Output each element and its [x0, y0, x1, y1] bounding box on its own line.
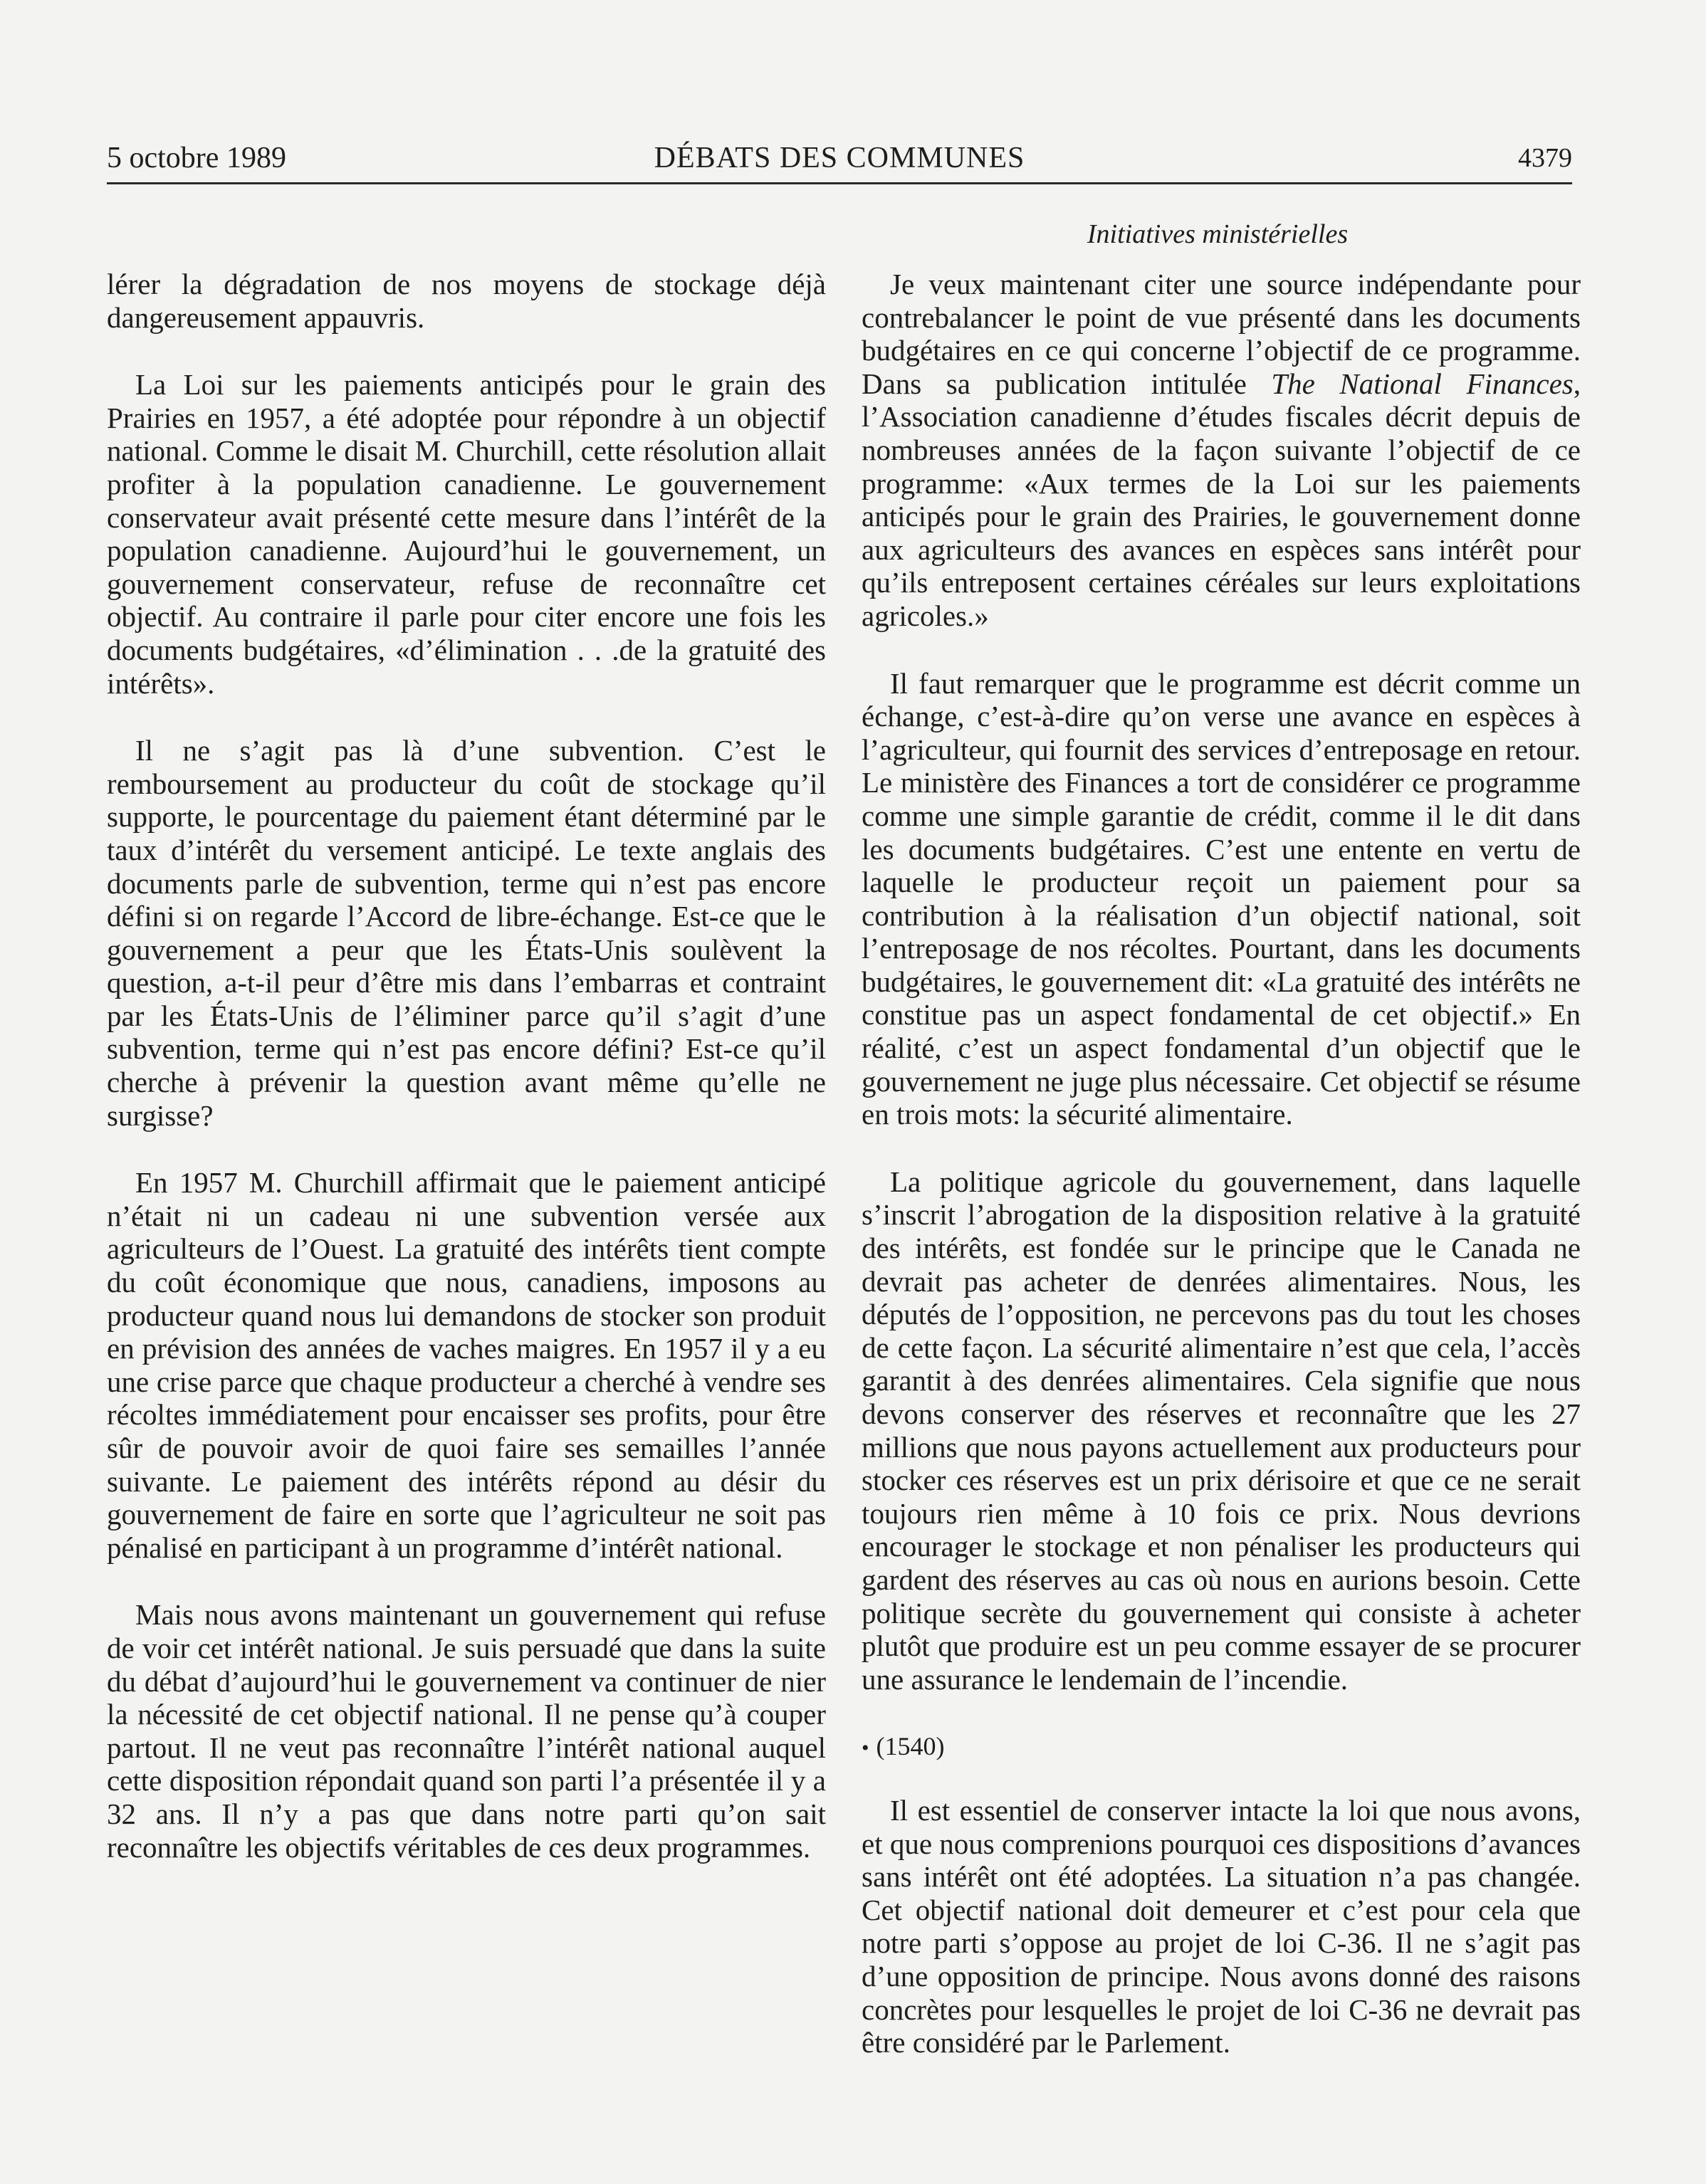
header-title: DÉBATS DES COMMUNES	[654, 142, 1025, 174]
header-date: 5 octobre 1989	[107, 142, 286, 174]
bullet-icon: •	[862, 1736, 869, 1760]
right-paragraph-1	[862, 268, 1581, 633]
left-paragraph-1: lérer la dégradation de nos moyens de stockage déjà dangereusement appauvris.	[107, 268, 826, 334]
time-marker	[862, 1730, 1581, 1765]
right-column	[862, 268, 1581, 2094]
left-paragraph-3: Il ne s’agit pas là d’une subvention. C’est le remboursement au producteur du coût de stockage qu’il supporte, le pourcentage du paiement étant déterminé par le taux d’intérêt du versement anticipé. Le texte anglais des documents parle de subvention, terme qui n’est pas encore défini si on regarde l’Accord de libre-échange. Est-ce que le gouvernement a peur que les États-Unis soulèvent la question, a-t-il peur d’être mis dans l’embarras et contraint par les États-Unis de l’éliminer parce qu’il s’agit d’une subvention, terme qui n’est pas encore défini? Est-ce qu’il cherche à prévenir la question avant même qu’elle ne surgisse?	[107, 734, 826, 1132]
left-paragraph-4: En 1957 M. Churchill affirmait que le paiement anticipé n’était ni un cadeau ni une subvention versée aux agriculteurs de l’Ouest. La gratuité des intérêts tient compte du coût économique que nous, canadiens, imposons au producteur quand nous lui demandons de stocker son produit en prévision des années de vaches maigres. En 1957 il y a eu une crise parce que chaque producteur a cherché à vendre ses récoltes immédiatement pour encaisser ses profits, pour être sûr de pouvoir avoir de quoi faire ses semailles l’année suivante. Le paiement des intérêts répond au désir du gouvernement de faire en sorte que l’agriculteur ne soit pas pénalisé en participant à un programme d’intérêt national.	[107, 1166, 826, 1564]
right-paragraph-2: Il faut remarquer que le programme est décrit comme un échange, c’est-à-dire qu’on verse une avance en espèces à l’agriculteur, qui fournit des services d’entreposage en retour. Le ministère des Finances a tort de considérer ce programme comme une simple garantie de crédit, comme il le dit dans les documents budgétaires. C’est une entente en vertu de laquelle le producteur reçoit un paiement pour sa contribution à la réalisation d’un objectif national, soit l’entreposage de nos récoltes. Pourtant, dans les documents budgétaires, le gouvernement dit: «La gratuité des intérêts ne constitue pas un aspect fondamental de cet objectif.» En réalité, c’est un aspect fondamental d’un objectif que le gouvernement ne juge plus nécessaire. Cet objectif se résume en trois mots: la sécurité alimentaire.	[862, 666, 1581, 1131]
right-paragraph-1-start: Je veux maintenant citer une source indépendante pour contrebalancer le point de vue présenté dans les documents budgétaires en ce qui concerne l’objectif de ce programme. Dans sa publication intitulée	[862, 268, 1581, 400]
header-rule	[107, 182, 1572, 184]
left-paragraph-2: La Loi sur les paiements anticipés pour le grain des Prairies en 1957, a été adoptée pour répondre à un objectif national. Comme le disait M. Churchill, cette résolution allait profiter à la population canadienne. Le gouvernement conservateur avait présenté cette mesure dans l’intérêt de la population canadienne. Aujourd’hui le gouvernement, un gouvernement conservateur, refuse de reconnaître cet objectif. Au contraire il parle pour citer encore une fois les documents budgétaires, «d’élimination . . .de la gratuité des intérêts».	[107, 368, 826, 700]
time-marker-text: (1540)	[876, 1732, 945, 1761]
section-title: Initiatives ministérielles	[1087, 219, 1349, 249]
page-header	[107, 137, 1572, 179]
right-paragraph-3: La politique agricole du gouvernement, dans laquelle s’inscrit l’abrogation de la disposition relative à la gratuité des intérêts, est fondée sur le principe que le Canada ne devrait pas acheter de denrées alimentaires. Nous, les députés de l’opposition, ne percevons pas du tout les choses de cette façon. La sécurité alimentaire n’est que cela, l’accès garantit à des denrées alimentaires. Cela signifie que nous devons conserver des réserves et reconnaître que les 27 millions que nous payons actuellement aux producteurs pour stocker ces réserves est un prix dérisoire et que ce ne serait toujours rien même à 10 fois ce prix. Nous devrions encourager le stockage et non pénaliser les producteurs qui gardent des réserves au cas où nous en aurions besoin. Cette politique secrète du gouvernement qui consiste à acheter plutôt que produire est un peu comme essayer de se procurer une assurance le lendemain de l’incendie.	[862, 1165, 1581, 1696]
right-paragraph-4: Il est essentiel de conserver intacte la loi que nous avons, et que nous comprenions pourquoi ces dispositions d’avances sans intérêt ont été adoptées. La situation n’a pas changée. Cet objectif national doit demeurer et c’est pour cela que notre parti s’oppose au projet de loi C-36. Il ne s’agit pas d’une opposition de principe. Nous avons donné des raisons concrètes pour lesquelles le projet de loi C-36 ne devrait pas être considéré par le Parlement.	[862, 1793, 1581, 2059]
right-paragraph-1-end: , l’Association canadienne d’études fiscales décrit depuis de nombreuses années de la façon suivante l’objectif de ce programme: «Aux termes de la Loi sur les paiements anticipés pour le grain des Prairies, le gouvernement donne aux agriculteurs des avances en espèces sans intérêt pour qu’ils entreposent certaines céréales sur leurs exploitations agricoles.»	[862, 367, 1581, 632]
left-paragraph-5: Mais nous avons maintenant un gouvernement qui refuse de voir cet intérêt national. Je suis persuadé que dans la suite du débat d’aujourd’hui le gouvernement va continuer de nier la nécessité de cet objectif national. Il ne pense qu’à couper partout. Il ne veut pas reconnaître l’intérêt national auquel cette disposition répondait quand son parti l’a présentée il y a 32 ans. Il n’y a pas que dans notre parti qu’on sait reconnaître les objectifs véritables de ces deux programmes.	[107, 1598, 826, 1864]
header-page-number: 4379	[1518, 143, 1572, 173]
left-column	[107, 268, 826, 1898]
publication-title: The National Finances	[1271, 367, 1574, 400]
